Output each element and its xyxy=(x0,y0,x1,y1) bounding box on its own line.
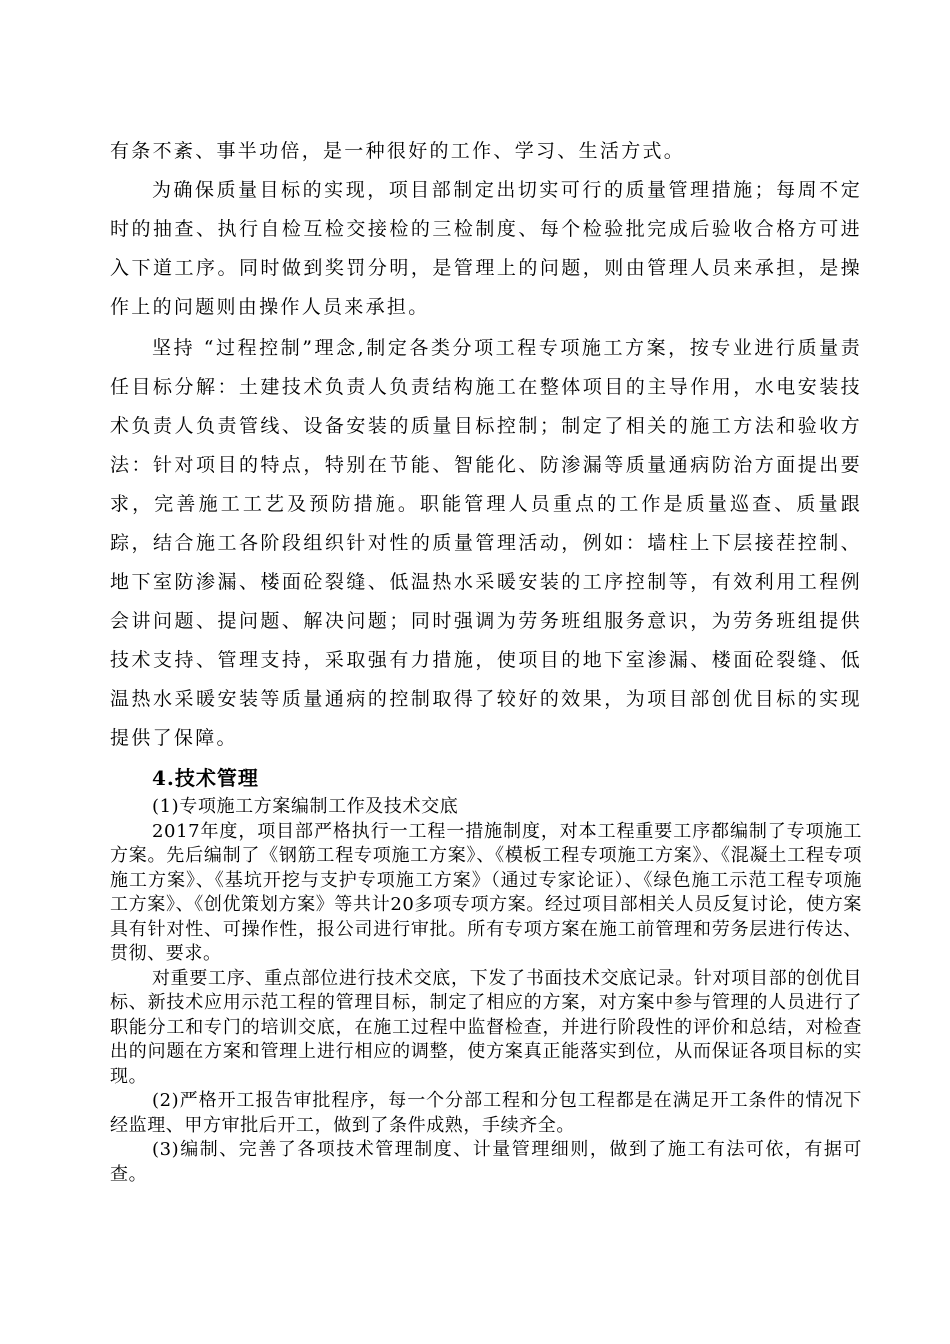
process-control-paragraph: 坚持 “过程控制”理念,制定各类分项工程专项施工方案，按专业进行质量责任目标分解：土建技术负责人负责结构施工在整体项目的主导作用，水电安装技术负责人负责管线、设备安装的质量目标控制；制定了相关的施工方法和验收方法：针对项目的特点，特别在节能、智能化、防渗漏等质量通病防治方面提出要求，完善施工工艺及预防措施。职能管理人员重点的工作是质量巡查、质量跟踪，结合施工各阶段组织针对性的质量管理活动，例如：墙柱上下层接茬控制、地下室防渗漏、楼面砼裂缝、低温热水采暖安装的工序控制等，有效利用工程例会讲问题、提问题、解决问题；同时强调为劳务班组服务意识，为劳务班组提供技术支持、管理支持，采取强有力措施，使项目的地下室渗漏、楼面砼裂缝、低温热水采暖安装等质量通病的控制取得了较好的效果，为项目部创优目标的实现提供了保障。 xyxy=(110,337,862,749)
item-1-title: (1)专项施工方案编制工作及技术交底 xyxy=(152,796,459,817)
item-2: (2)严格开工报告审批程序，每一个分部工程和分包工程都是在满足开工条件的情况下经监理、甲方审批后开工，做到了条件成熟，手续齐全。 xyxy=(110,1090,862,1136)
item-1-body: 2017年度，项目部严格执行一工程一措施制度，对本工程重要工序都编制了专项施工方案。先后编制了《钢筋工程专项施工方案》、《模板工程专项施工方案》、《混凝土工程专项施工方案》、《基坑开挖与支护专项施工方案》（通过专家论证）、《绿色施工示范工程专项施工方案》、《创优策划方案》等共计20多项专项方案。经过项目部相关人员反复讨论，使方案具有针对性、可操作性，报公司进行审批。所有专项方案在施工前管理和劳务层进行传达、贯彻、要求。 xyxy=(110,820,862,964)
item-3: (3)编制、完善了各项技术管理制度、计量管理细则，做到了施工有法可依，有据可查。 xyxy=(110,1139,862,1185)
quality-measures-paragraph: 为确保质量目标的实现，项目部制定出切实可行的质量管理措施；每周不定时的抽查、执行自检互检交接检的三检制度、每个检验批完成后验收合格方可进入下道工序。同时做到奖罚分明，是管理上的问题，则由管理人员来承担，是操作上的问题则由操作人员来承担。 xyxy=(110,179,862,318)
continuation-paragraph: 有条不紊、事半功倍，是一种很好的工作、学习、生活方式。 xyxy=(110,140,686,162)
technical-management-section xyxy=(110,795,862,1187)
section-heading: 4.技术管理 xyxy=(152,766,259,790)
item-1-disclosure: 对重要工序、重点部位进行技术交底，下发了书面技术交底记录。针对项目部的创优目标、新技术应用示范工程的管理目标，制定了相应的方案，对方案中参与管理的人员进行了职能分工和专门的培训交底，在施工过程中监督检查，并进行阶段性的评价和总结，对检查出的问题在方案和管理上进行相应的调整，使方案真正能落实到位，从而保证各项目标的实现。 xyxy=(110,967,862,1087)
